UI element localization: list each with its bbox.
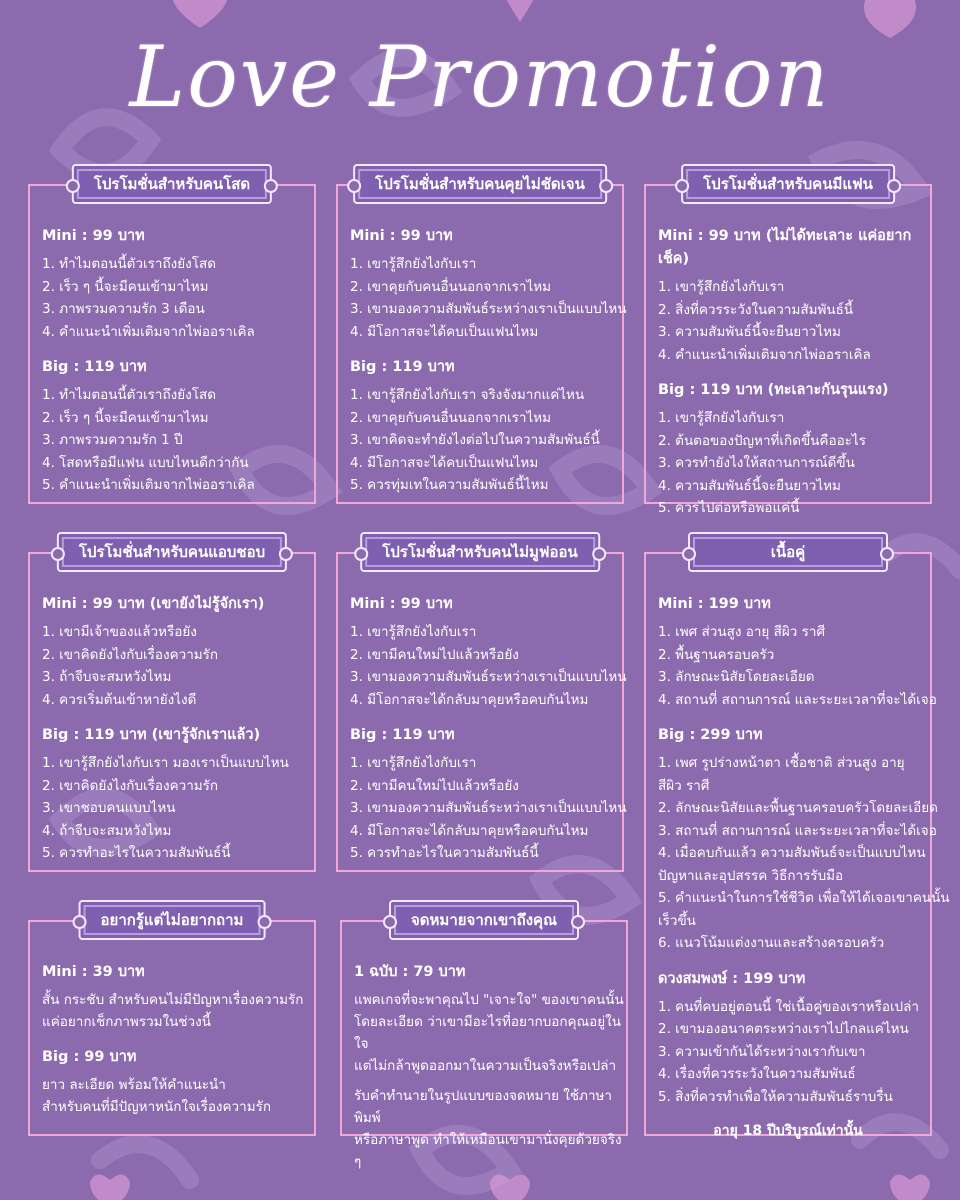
promo-card-unclear xyxy=(336,175,627,504)
description-line: รับคำทำนายในรูปแบบของจดหมาย ใช้ภาษาพิมพ์ xyxy=(354,1088,613,1126)
package-big xyxy=(658,723,950,955)
promo-card-crush xyxy=(28,543,316,872)
package-price: Mini : 99 บาท (เขายังไม่รู้จักเรา) xyxy=(42,596,265,612)
package-price: Mini : 99 บาท xyxy=(350,596,453,612)
promo-card-soulmate xyxy=(644,543,950,1139)
list-item: 1. เขารู้สึกยังไงกับเรา xyxy=(350,624,477,640)
list-item: 5. ควรไปต่อหรือพอแค่นี้ xyxy=(658,500,800,516)
list-item: 4. เรื่องที่ควรระวังในความสัมพันธ์ xyxy=(658,1066,856,1082)
package-price: Big : 119 บาท xyxy=(350,727,455,743)
package-mini xyxy=(350,592,627,711)
list-item: 4. มีโอกาสจะได้กลับมาคุยหรือคบกันไหม xyxy=(350,691,589,708)
promo-card-couple xyxy=(644,175,932,516)
package-price: Mini : 199 บาท xyxy=(658,596,771,612)
list-item: 3. ควรทำยังไงให้สถานการณ์ดีขึ้น xyxy=(658,455,855,471)
list-item: 2. ต้นตอของปัญหาที่เกิดขึ้นคืออะไร xyxy=(658,432,866,449)
age-note: อายุ 18 ปีบริบูรณ์เท่านั้น xyxy=(713,1123,863,1139)
list-item: 4. มีโอกาสจะได้กลับมาคุยหรือคบกันไหม xyxy=(350,822,589,839)
package-mini xyxy=(42,224,314,343)
list-item: 2. เขาคิดยังไงกับเรื่องความรัก xyxy=(42,777,219,794)
list-item: 4. มีโอกาสจะได้คบเป็นแฟนไหม xyxy=(350,323,539,340)
package-price: Mini : 39 บาท xyxy=(42,964,145,980)
list-item: 2. ลักษณะนิสัยและพื้นฐานครอบครัวโดยละเอียด xyxy=(658,800,938,816)
package-price: Big : 299 บาท xyxy=(658,727,763,743)
list-item: ปัญหาและอุปสรรค วิธีการรับมือ xyxy=(658,867,844,884)
list-item: 4. โสดหรือมีแฟน แบบไหนดีกว่ากัน xyxy=(42,454,249,471)
package-mini xyxy=(350,224,627,343)
list-item: 2. เขามองอนาคตระหว่างเราไปไกลแค่ไหน xyxy=(658,1021,909,1037)
list-item: 3. สถานที่ สถานการณ์ และระยะเวลาที่จะได้เจอ xyxy=(658,822,937,839)
list-item: 5. ควรทำอะไรในความสัมพันธ์นี้ xyxy=(42,845,231,861)
package-price: Mini : 99 บาท (ไม่ได้ทะเลาะ แค่อยากเช็ค) xyxy=(658,228,912,267)
card-label: จดหมายจากเขาถึงคุณ xyxy=(389,900,579,940)
list-item: 1. คนที่คบอยู่ตอนนี้ ใช่เนื้อคู่ของเราหรือเปล่า xyxy=(658,998,919,1015)
package-price: ดวงสมพงษ์ : 199 บาท xyxy=(658,970,806,987)
list-item: 1. เขารู้สึกยังไงกับเรา xyxy=(658,410,785,426)
description-line: ยาว ละเอียด พร้อมให้คำแนะนำ xyxy=(42,1077,226,1093)
description-line: แต่ไม่กล้าพูดออกมาในความเป็นจริงหรือเปล่า xyxy=(354,1058,617,1074)
package-mini xyxy=(658,592,937,711)
page-title: Love Promotion xyxy=(129,28,831,126)
description-line: โดยละเอียด ว่าเขามีอะไรที่อยากบอกคุณอยู่ในใจ xyxy=(354,1014,621,1052)
package-mini xyxy=(42,960,314,1033)
description-line: แพคเกจที่จะพาคุณไป "เจาะใจ" ของเขาคนนั้น xyxy=(354,992,624,1008)
package-price: Big : 99 บาท xyxy=(42,1049,137,1065)
list-item: 4. สถานที่ สถานการณ์ และระยะเวลาที่จะได้เจอ xyxy=(658,691,937,708)
promo-card-move-on xyxy=(336,543,627,872)
package-big xyxy=(350,723,627,865)
package-price: Big : 119 บาท (เขารู้จักเราแล้ว) xyxy=(42,727,261,743)
list-item: 1. ทำไมตอนนี้ตัวเราถึงยังโสด xyxy=(42,387,216,403)
list-item: 4. มีโอกาสจะได้คบเป็นแฟนไหม xyxy=(350,454,539,471)
package-price: 1 ฉบับ : 79 บาท xyxy=(354,964,466,980)
package-compatibility xyxy=(658,967,930,1109)
list-item: 2. เร็ว ๆ นี้จะมีคนเข้ามาไหม xyxy=(42,278,209,295)
list-item: สีผิว ราศี xyxy=(658,777,710,794)
list-item: 2. เขาคุยกับคนอื่นนอกจากเราไหม xyxy=(350,278,552,295)
list-item: 5. ควรทำอะไรในความสัมพันธ์นี้ xyxy=(350,845,539,861)
list-item: 5. สิ่งที่ควรทำเพื่อให้ความสัมพันธ์ราบรื่น xyxy=(658,1088,893,1105)
list-item: 5. คำแนะนำในการใช้ชีวิต เพื่อให้ได้เจอเขาคนนั้น xyxy=(658,890,950,906)
package-mini xyxy=(658,224,930,366)
list-item: 4. ควรเริ่มต้นเข้าหายังไงดี xyxy=(42,691,197,708)
list-item: เร็วขึ้น xyxy=(658,912,696,929)
list-item: 1. เขามีเจ้าของแล้วหรือยัง xyxy=(42,624,197,640)
list-item: 5. คำแนะนำเพิ่มเติมจากไพ่ออราเคิล xyxy=(42,477,255,493)
package-big xyxy=(42,1045,314,1118)
list-item: 3. ภาพรวมความรัก 3 เดือน xyxy=(42,301,205,317)
list-item: 1. เขารู้สึกยังไงกับเรา xyxy=(658,279,785,295)
package-big xyxy=(350,355,622,497)
package-price: Big : 119 บาท xyxy=(350,359,455,375)
package-price: Mini : 99 บาท xyxy=(42,228,145,244)
list-item: 3. เขามองความสัมพันธ์ระหว่างเราเป็นแบบไหน xyxy=(350,301,627,317)
promo-card-curious xyxy=(28,911,316,1136)
list-item: 3. ภาพรวมความรัก 1 ปี xyxy=(42,432,183,448)
description-line: สั้น กระชับ สำหรับคนไม่มีปัญหาเรื่องความรัก xyxy=(42,992,304,1008)
card-label: โปรโมชั่นสำหรับคนแอบชอบ xyxy=(57,532,287,572)
description-line: แค่อยากเช็กภาพรวมในช่วงนี้ xyxy=(42,1014,211,1030)
package-big xyxy=(42,355,314,497)
list-item: 2. เขามีคนใหม่ไปแล้วหรือยัง xyxy=(350,646,519,663)
list-item: 3. ลักษณะนิสัยโดยละเอียด xyxy=(658,669,815,685)
list-item: 3. ถ้าจีบจะสมหวังไหม xyxy=(42,669,172,685)
package-letter xyxy=(354,960,626,1173)
list-item: 4. ถ้าจีบจะสมหวังไหม xyxy=(42,822,172,839)
list-item: 1. เขารู้สึกยังไงกับเรา มองเราเป็นแบบไหน xyxy=(42,755,289,771)
package-price: Mini : 99 บาท xyxy=(350,228,453,244)
list-item: 2. พื้นฐานครอบครัว xyxy=(658,646,775,663)
card-label: โปรโมชั่นสำหรับคนไม่มูฟออน xyxy=(360,532,600,572)
list-item: 3. เขาคิดจะทำยังไงต่อไปในความสัมพันธ์นี้ xyxy=(350,432,600,448)
package-big xyxy=(42,723,314,865)
list-item: 1. เขารู้สึกยังไงกับเรา xyxy=(350,256,477,272)
list-item: 2. สิ่งที่ควรระวังในความสัมพันธ์นี้ xyxy=(658,301,854,318)
promo-card-single xyxy=(28,175,316,504)
package-mini xyxy=(42,592,314,711)
list-item: 2. เขาคุยกับคนอื่นนอกจากเราไหม xyxy=(350,409,552,426)
spacer xyxy=(354,1077,626,1085)
list-item: 1. ทำไมตอนนี้ตัวเราถึงยังโสด xyxy=(42,256,216,272)
list-item: 3. ความสัมพันธ์นี้จะยืนยาวไหม xyxy=(658,324,841,340)
package-big xyxy=(658,378,930,520)
card-label: เนื้อคู่ xyxy=(688,532,888,572)
list-item: 1. เพศ ส่วนสูง อายุ สีผิว ราศี xyxy=(658,624,826,640)
card-label: โปรโมชั่นสำหรับคนมีแฟน xyxy=(681,164,895,204)
card-label: โปรโมชั่นสำหรับคนคุยไม่ชัดเจน xyxy=(353,164,607,204)
list-item: 3. ความเข้ากันได้ระหว่างเรากับเขา xyxy=(658,1043,866,1060)
description-line: สำหรับคนที่มีปัญหาหนักใจเรื่องความรัก xyxy=(42,1099,272,1115)
card-label: โปรโมชั่นสำหรับคนโสด xyxy=(72,164,272,204)
package-price: Big : 119 บาท xyxy=(42,359,147,375)
list-item: 3. เขามองความสัมพันธ์ระหว่างเราเป็นแบบไหน xyxy=(350,669,627,685)
promo-card-letter xyxy=(340,911,628,1170)
list-item: 2. เขาคิดยังไงกับเรื่องความรัก xyxy=(42,646,219,663)
list-item: 4. คำแนะนำเพิ่มเติมจากไพ่ออราเคิล xyxy=(658,346,871,363)
list-item: 1. เขารู้สึกยังไงกับเรา จริงจังมากแค่ไหน xyxy=(350,387,585,403)
card-label: อยากรู้แต่ไม่อยากถาม xyxy=(79,900,266,940)
list-item: 5. ควรทุ่มเทในความสัมพันธ์นี้ไหม xyxy=(350,477,549,493)
list-item: 2. เร็ว ๆ นี้จะมีคนเข้ามาไหม xyxy=(42,409,209,426)
list-item: 3. เขาชอบคนแบบไหน xyxy=(42,800,176,816)
list-item: 4. ความสัมพันธ์นี้จะยืนยาวไหม xyxy=(658,477,841,494)
description-line: หรือภาษาพูด ทำให้เหมือนเขามานั่งคุยด้วยจริง ๆ xyxy=(354,1132,622,1170)
list-item: 2. เขามีคนใหม่ไปแล้วหรือยัง xyxy=(350,777,519,794)
list-item: 4. เมื่อคบกันแล้ว ความสัมพันธ์จะเป็นแบบไหน xyxy=(658,845,926,861)
list-item: 1. เพศ รูปร่างหน้าตา เชื้อชาติ ส่วนสูง อายุ xyxy=(658,755,905,771)
list-item: 3. เขามองความสัมพันธ์ระหว่างเราเป็นแบบไหน xyxy=(350,800,627,816)
list-item: 6. แนวโน้มแต่งงานและสร้างครอบครัว xyxy=(658,935,885,951)
package-price: Big : 119 บาท (ทะเลาะกันรุนแรง) xyxy=(658,382,889,398)
list-item: 1. เขารู้สึกยังไงกับเรา xyxy=(350,755,477,771)
list-item: 4. คำแนะนำเพิ่มเติมจากไพ่ออราเคิล xyxy=(42,323,255,340)
